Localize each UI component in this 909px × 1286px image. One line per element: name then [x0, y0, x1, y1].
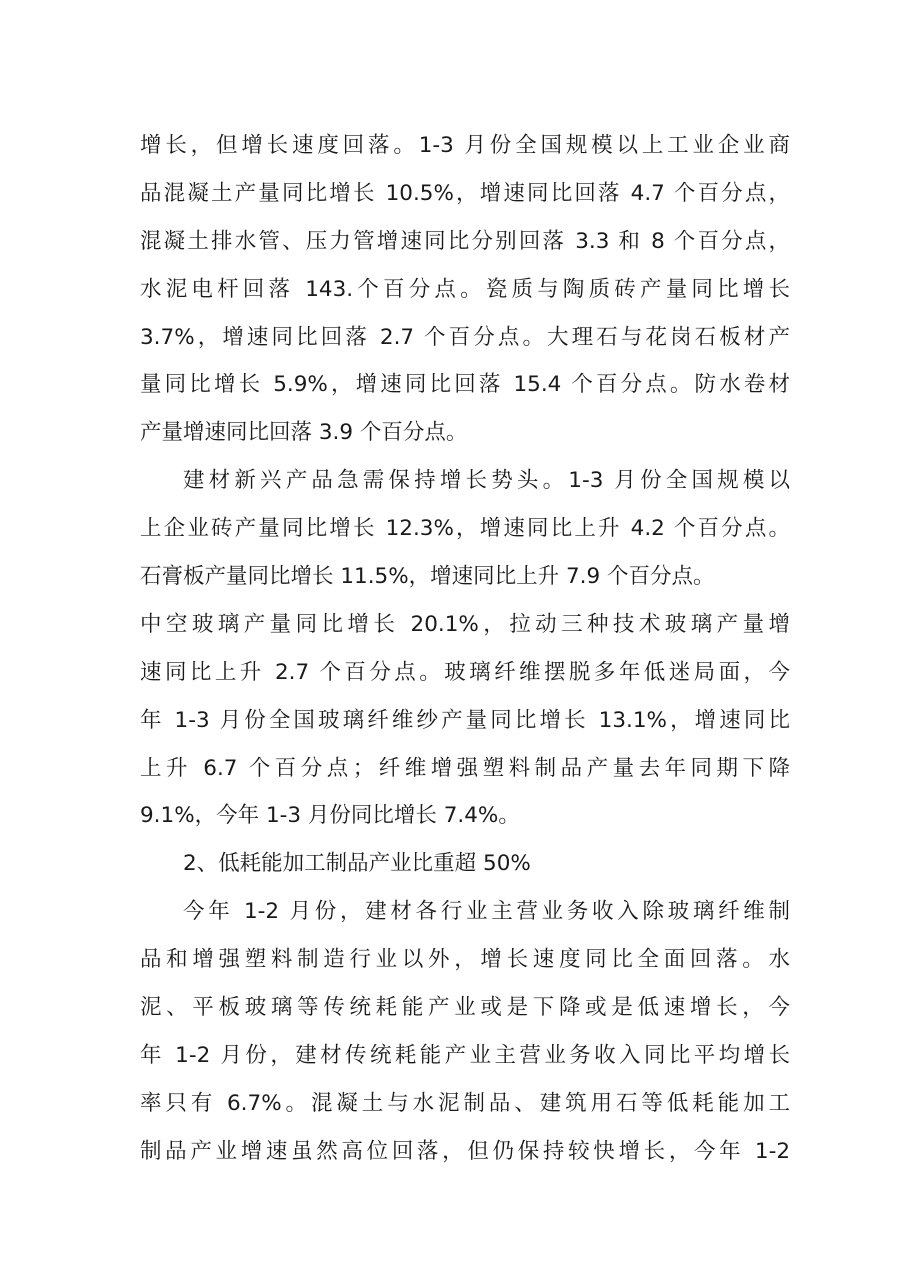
text-line: 泥、平板玻璃等传统耗能产业或是下降或是低速增长，今: [140, 995, 790, 1021]
text-line: 混凝土排水管、压力管增速同比分别回落 3.3 和 8 个百分点，: [140, 228, 790, 254]
text-line: 3.7%，增速同比回落 2.7 个百分点。大理石与花岗石板材产: [140, 324, 790, 350]
text-line: 上企业砖产量同比增长 12.3%，增速同比上升 4.2 个百分点。: [140, 516, 790, 542]
text-line: 量同比增长 5.9%，增速同比回落 15.4 个百分点。防水卷材: [140, 372, 790, 398]
body-text: [140, 122, 790, 1176]
section-heading: 2、低耗能加工制品产业比重超 50%: [183, 851, 531, 877]
text-line: 速同比上升 2.7 个百分点。玻璃纤维摆脱多年低迷局面，今: [140, 659, 790, 685]
text-line: 制品产业增速虽然高位回落，但仍保持较快增长，今年 1-2: [140, 1138, 790, 1164]
text-line: 水泥电杆回落 143.个百分点。瓷质与陶质砖产量同比增长: [140, 276, 790, 302]
text-line: 今年 1-2 月份，建材各行业主营业务收入除玻璃纤维制: [183, 899, 790, 925]
text-line: 上升 6.7 个百分点；纤维增强塑料制品产量去年同期下降: [140, 755, 790, 781]
text-line: 9.1%，今年 1-3 月份同比增长 7.4%。: [140, 803, 520, 829]
text-line: 建材新兴产品急需保持增长势头。1-3 月份全国规模以: [183, 468, 790, 494]
text-line: 石膏板产量同比增长 11.5%，增速同比上升 7.9 个百分点。: [140, 564, 715, 590]
text-line: 中空玻璃产量同比增长 20.1%，拉动三种技术玻璃产量增: [140, 611, 790, 637]
text-line: 年 1-2 月份，建材传统耗能产业主营业务收入同比平均增长: [140, 1042, 790, 1068]
text-line: 增长，但增长速度回落。1-3 月份全国规模以上工业企业商: [140, 133, 790, 158]
text-line: 品和增强塑料制造行业以外，增长速度同比全面回落。水: [140, 947, 790, 973]
text-line: 年 1-3 月份全国玻璃纤维纱产量同比增长 13.1%，增速同比: [140, 707, 790, 733]
text-line: 品混凝土产量同比增长 10.5%，增速同比回落 4.7 个百分点，: [140, 180, 790, 206]
text-line: 率只有 6.7%。混凝土与水泥制品、建筑用石等低耗能加工: [140, 1090, 790, 1116]
text-line: 产量增速同比回落 3.9 个百分点。: [140, 420, 468, 446]
